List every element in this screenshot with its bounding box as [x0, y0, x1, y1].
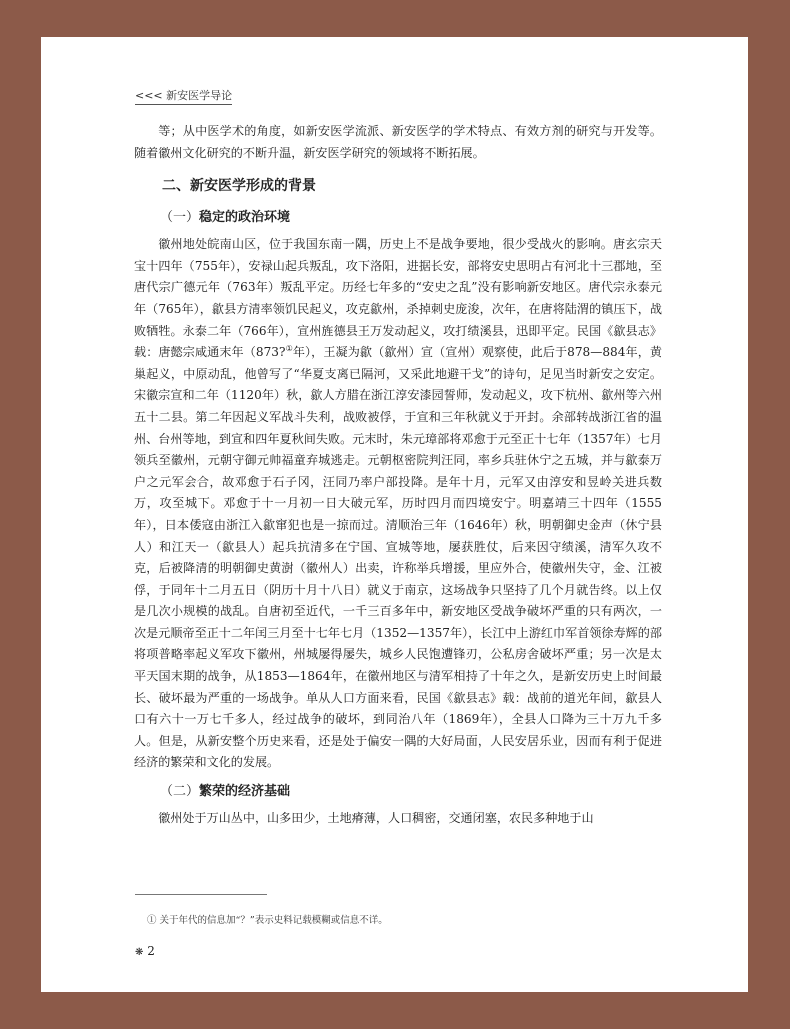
section-heading: 二、新安医学形成的背景 [162, 178, 316, 195]
subsection-title: 稳定的政治环境 [199, 210, 291, 226]
page-marker-icon: ❋ [135, 947, 144, 958]
page-body [134, 121, 662, 830]
intro-paragraph: 等；从中医学术的角度，如新安医学流派、新安医学的学术特点、有效方剂的研究与开发等。随着徽州文化研究的不断升温，新安医学研究的领域将不断拓展。 [134, 124, 662, 160]
subsection-heading-2 [160, 782, 662, 802]
subsection-number: （二） [160, 784, 200, 800]
subsection-title: 繁荣的经济基础 [199, 784, 291, 800]
subsection-number: （一） [160, 210, 200, 226]
footnote-marker[interactable]: ① [285, 344, 293, 354]
running-header: <<< 新安医学导论 [135, 87, 232, 105]
political-environment-paragraph [134, 234, 662, 774]
book-page [41, 37, 748, 992]
footnote: ① 关于年代的信息加“？”表示史料记载模糊或信息不详。 [147, 915, 388, 926]
subsection-heading-1 [160, 208, 662, 228]
page-number-value: 2 [147, 944, 155, 958]
footnote-divider [135, 894, 267, 895]
page-number [135, 944, 155, 958]
paragraph-text-continued: 年），王凝为歙（歙州）宣（宣州）观察使，此后于878—884年，黄巢起义，中原动乱，他曾写了“华夏支离已隔河，又采此地避干戈”的诗句，足见当时新安之安定。宋徽宗宣和二年（1120年）秋，歙人方腊在浙江淳安漆园誓师，发动起义，攻下杭州、歙州等六州五十二县。第二年因起义军战斗失利，战败被俘，于宣和三年秋就义于开封。余部转战浙江省的温州、台州等地，到宣和四年夏秋间失败。元末时，朱元璋部将邓愈于元至正十七年（1357年）七月领兵至徽州，元朝守御元帅福童弃城逃走。元朝枢密院判汪同，率乡兵驻休宁之五城，并与歙泰万户之元军会合，故邓愈于石子冈，汪同乃率户部投降。是年十月，元军又由淳安和昱岭关进兵数万，攻至城下。邓愈于十一月初一日大破元军，历时四月而四境安宁。明嘉靖三十四年（1555年），日本倭寇由浙江入歙窜犯也是一掠而过。清顺治三年（1646年）秋，明朝御史金声（休宁县人）和江天一（歙县人）起兵抗清多在宁国、宣城等地，屡获胜仗，后来因守绩溪，清军久攻不克，后被降清的明朝御史黄澍（徽州人）出卖，许称举兵增援，里应外合，使徽州失守，金、江被俘，于同年十二月五日（阴历十月十八日）就义于南京，这场战争只坚持了几个月就告终。以上仅是几次小规模的战乱。自唐初至近代，一千三百多年中，新安地区受战争破坏严重的只有两次，一次是元顺帝至正十二年闰三月至十七年七月（1352—1357年），长江中上游红巾军首领徐寿辉的部将项普略率起义军攻下徽州，州城屡得屡失，城乡人民饱遭锋刃，公私房舍破坏严重；另一次是太平天国末期的战争，从1853—1864年，在徽州地区与清军相持了十年之久，是新安历史上时间最长、破坏最为严重的一场战争。单从人口方面来看，民国《歙县志》载：战前的道光年间，歙县人口有六十一万七千多人，经过战争的破坏，到同治八年（1869年），全县人口降为三十万九千多人。但是，从新安整个历史来看，还是处于偏安一隅的大好局面，人民安居乐业，因而有利于促进经济的繁荣和文化的发展。 [134, 345, 662, 770]
economy-paragraph: 徽州处于万山丛中，山多田少，土地瘠薄，人口稠密，交通闭塞，农民多种地于山 [158, 811, 594, 826]
paragraph-text: 徽州地处皖南山区，位于我国东南一隅，历史上不是战争要地，很少受战火的影响。唐玄宗天宝十四年（755年），安禄山起兵叛乱，攻下洛阳，进据长安，部将安史思明占有河北十三郡地，至唐代宗广德元年（763年）叛乱平定。历经七年多的“安史之乱”没有影响新安地区。唐代宗永泰元年（765年），歙县方清率领饥民起义，攻克歙州，杀掉刺史庞浚，次年，在唐将陆渭的镇压下，战败牺牲。永泰二年（766年），宣州旌德县王万发动起义，攻打绩溪县，迅即平定。民国《歙县志》载：唐懿宗咸通末年（873? [134, 237, 662, 360]
